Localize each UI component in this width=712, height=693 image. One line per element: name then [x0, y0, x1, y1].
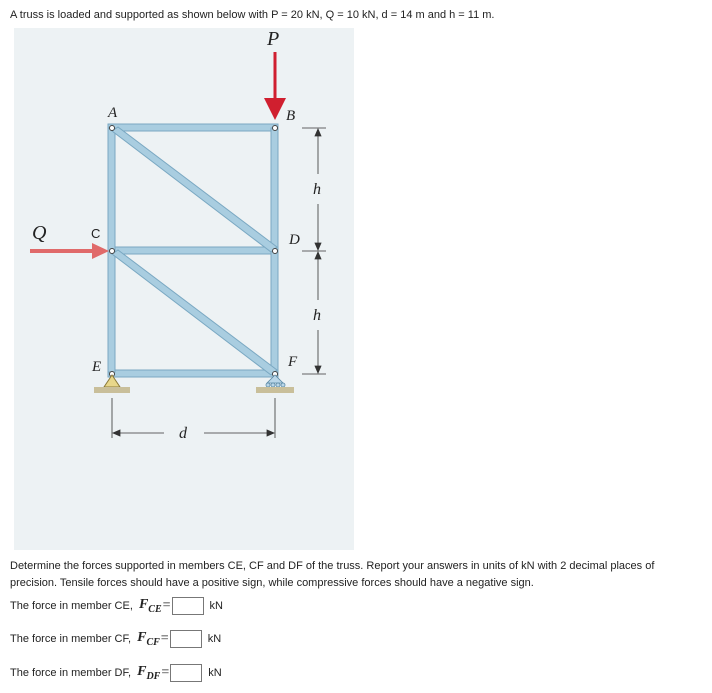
label-P: P [267, 28, 280, 50]
equals-sign: = [161, 665, 170, 680]
answer-row-DF [10, 664, 222, 682]
pin-D [273, 249, 278, 254]
member-AB [108, 124, 278, 131]
truss-figure [14, 28, 354, 550]
force-CE-input[interactable] [172, 597, 204, 615]
label-h-lower: h [313, 307, 321, 324]
unit-label: kN [207, 633, 222, 645]
label-A: A [108, 105, 118, 121]
answer-row-CE [10, 597, 223, 615]
equals-sign: = [160, 631, 169, 646]
problem-statement: A truss is loaded and supported as shown below with P = 20 kN, Q = 10 kN, d = 14 m and h = 11 m. [10, 9, 495, 21]
answer-label: The force in member CE, [10, 600, 136, 612]
force-CF-input[interactable] [170, 630, 202, 648]
label-B: B [286, 108, 296, 124]
ground-E [94, 387, 130, 393]
figure-background [14, 28, 354, 550]
unit-label: kN [208, 667, 222, 679]
label-D: D [289, 232, 300, 248]
pin-A [110, 126, 115, 131]
answer-label: The force in member CF, [10, 633, 135, 645]
force-symbol: $F_{CF}$ [137, 630, 160, 648]
force-DF-input[interactable] [170, 664, 202, 682]
label-d: d [179, 425, 187, 442]
ground-F [256, 387, 294, 393]
member-CD [108, 247, 278, 254]
answer-label: The force in member DF, [10, 667, 135, 679]
truss-diagram [14, 28, 354, 550]
question-text: Determine the forces supported in members CE, CF and DF of the truss. Report your answers in units of kN with 2 decimal places of precision. Tensile forces should have a positive sign, while compressive forces should have a negative sign. [10, 560, 655, 589]
label-C: C [91, 226, 101, 241]
label-Q: Q [32, 222, 47, 244]
force-symbol: $F_{DF}$ [137, 664, 161, 682]
label-F: F [288, 354, 298, 370]
equals-sign: = [162, 598, 171, 613]
pin-B [273, 126, 278, 131]
member-EF [108, 370, 278, 377]
pin-C [110, 249, 115, 254]
label-h-upper: h [313, 181, 321, 198]
answer-row-CF [10, 630, 221, 648]
unit-label: kN [209, 600, 223, 612]
label-E: E [92, 359, 102, 375]
force-symbol: $F_{CE}$ [138, 597, 162, 615]
